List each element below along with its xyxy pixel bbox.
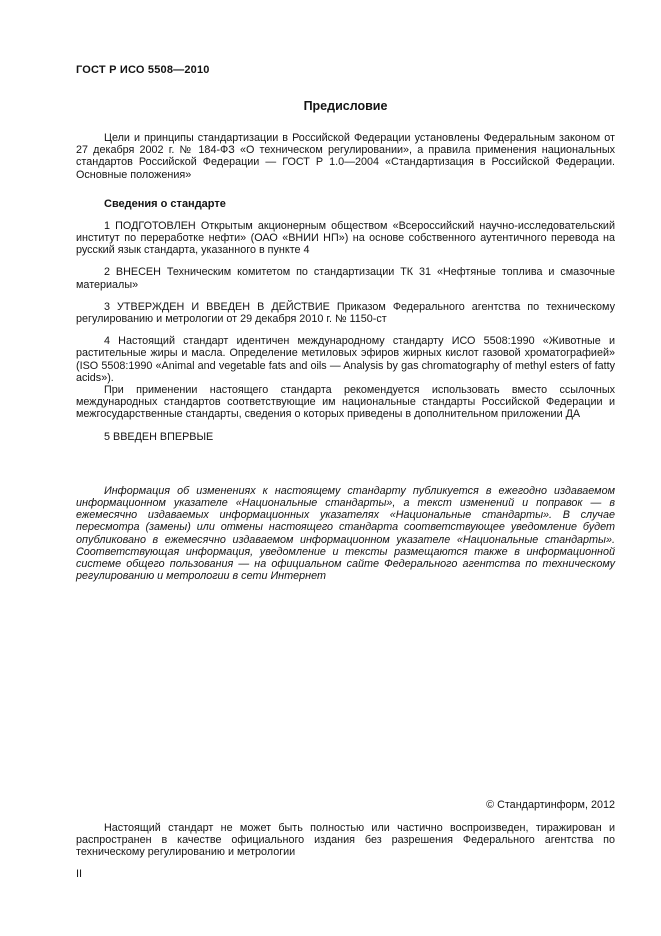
info-item-1: 1 ПОДГОТОВЛЕН Открытым акционерным обществом «Всероссийский научно-исследовательский институт по переработке нефти» (ОАО «ВНИИ НП») на основе собственного аутентичного перевода на русский язык стандарта, указанного в пункте 4 [76,219,615,257]
document-code: ГОСТ Р ИСО 5508—2010 [76,64,210,76]
copyright-line: © Стандартинформ, 2012 [486,799,615,811]
info-item-4-application-note: При применении настоящего стандарта рекомендуется использовать вместо ссылочных международных стандартов соответствующие им национальные стандарты Российской Федерации и межгосударственные стандарты, сведения о которых приведены в дополнительном приложении ДА [76,384,615,421]
intro-paragraph: Цели и принципы стандартизации в Российской Федерации установлены Федеральным законом от 27 декабря 2002 г. № 184-ФЗ «О техническом регулировании», а правила применения национальных стандартов Российской Федерации — ГОСТ Р 1.0—2004 «Стандартизация в Российской Федерации. Основные положения» [76,132,615,181]
info-item-3: 3 УТВЕРЖДЕН И ВВЕДЕН В ДЕЙСТВИЕ Приказом Федерального агентства по техническому регулированию и метрологии от 29 декабря 2010 г. № 1150-ст [76,300,615,326]
standard-info-heading: Сведения о стандарте [104,197,226,210]
page-title: Предисловие [303,99,388,113]
info-item-5: 5 ВВЕДЕН ВПЕРВЫЕ [104,430,214,443]
distribution-restriction-notice: Настоящий стандарт не может быть полностью или частично воспроизведен, тиражирован и распространен в качестве официального издания без разрешения Федерального агентства по техническому регулированию и метрологии [76,822,615,859]
info-item-2: 2 ВНЕСЕН Техническим комитетом по стандартизации ТК 31 «Нефтяные топлива и смазочные материалы» [76,266,615,291]
amendments-notice: Информация об изменениях к настоящему стандарту публикуется в ежегодно издаваемом информационном указателе «Национальные стандарты», а текст изменений и поправок — в ежемесячно издаваемых информационных указателях «Национальные стандарты». В случае пересмотра (замены) или отмены настоящего стандарта соответствующее уведомление будет опубликовано в ежемесячно издаваемом информационном указателе «Национальные стандарты». Соответствующая информация, уведомление и тексты размещаются также в информационной системе общего пользования — на официальном сайте Федерального агентства по техническому регулированию и метрологии в сети Интернет [76,484,615,583]
page-number: II [76,868,83,880]
info-item-4: 4 Настоящий стандарт идентичен международному стандарту ИСО 5508:1990 «Животные и растительные жиры и масла. Определение метиловых эфиров жирных кислот газовой хроматографией» (ISO 5508:1990 «Animal and vegetable fats and oils — Analysis by gas chromatography of methyl esters of fatty acids»). [76,335,615,384]
